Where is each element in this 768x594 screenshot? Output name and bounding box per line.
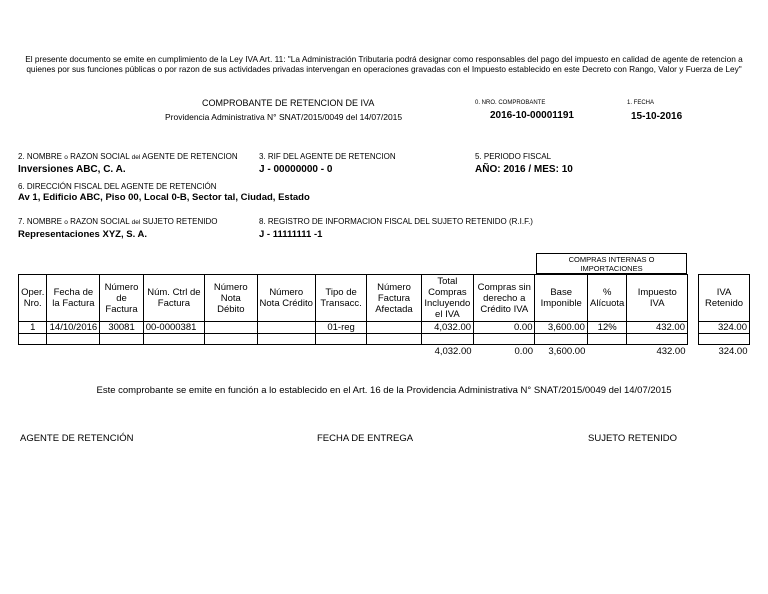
col-base: Base Imponible [535,275,587,322]
col-retenido: IVA Retenido [699,275,750,322]
col-tipo: Tipo de Transacc. [315,275,366,322]
cell-fecha: 14/10/2016 [47,322,100,334]
retention-table [18,274,688,359]
cell-nota-credito [257,322,315,334]
col-nota-credito: Número Nota Crédito [257,275,315,322]
cell-oper: 1 [19,322,47,334]
cell-afectada [367,322,421,334]
col-sin-derecho: Compras sin derecho a Crédito IVA [474,275,535,322]
cell-alicuota: 12% [587,322,627,334]
col-oper: Oper. Nro. [19,275,47,322]
cell-impuesto: 432.00 [627,322,688,334]
fecha-label: 1. FECHA [627,100,655,106]
agente-name-value: Inversiones ABC, C. A. [18,164,126,175]
total-sin-derecho: 0.00 [514,346,533,358]
agente-name-label: 2. NOMBRE o RAZON SOCIAL del AGENTE DE RETENCION [18,152,238,161]
agente-rif-label: 3. RIF DEL AGENTE DE RETENCION [259,152,396,161]
table-row-empty [19,334,688,345]
signature-sujeto: SUJETO RETENIDO [588,433,678,444]
sujeto-name-label: 7. NOMBRE o RAZON SOCIAL del SUJETO RETENIDO [18,217,218,226]
intro-legal-text: El presente documento se emite en cumplimiento de la Ley IVA Art. 11: "La Administración Tributaria podrá designar como responsables del pago del impuesto en calidad de agente de retencion a quienes por sus funciones públicas o por razon de sus actividades privadas intervengan en operaciones gravadas con el Impuesto establecido en este Decreto con Rango, Valor y Fuerza de Ley" [25,54,743,74]
col-numero-factura: Número de Factura [100,275,143,322]
total-impuesto: 432.00 [656,346,686,358]
col-ctrl: Núm. Ctrl de Factura [143,275,204,322]
sujeto-rif-value: J - 11111111 -1 [259,229,323,240]
cell-ctrl: 00-0000381 [143,322,204,334]
signature-fecha-entrega: FECHA DE ENTREGA [317,433,414,444]
sujeto-name-value: Representaciones XYZ, S. A. [18,229,147,240]
total-retenido: 324.00 [718,346,748,358]
cell-total: 4,032.00 [421,322,473,334]
providencia-text: Providencia Administrativa N° SNAT/2015/0049 del 14/07/2015 [165,112,403,122]
fecha-value: 15-10-2016 [631,111,683,122]
col-afectada: Número Factura Afectada [367,275,421,322]
col-impuesto: Impuesto IVA [627,275,688,322]
col-fecha: Fecha de la Factura [47,275,100,322]
col-total: Total Compras Incluyendo el IVA [421,275,473,322]
total-base: 3,600.00 [548,346,586,358]
cell-nota-debito [205,322,257,334]
col-nota-debito: Número Nota Débito [205,275,257,322]
periodo-label: 5. PERIODO FISCAL [475,152,552,161]
sujeto-rif-label: 8. REGISTRO DE INFORMACION FISCAL DEL SUJETO RETENIDO (R.I.F.) [259,217,533,226]
cell-sin-derecho: 0.00 [474,322,535,334]
cell-base: 3,600.00 [535,322,587,334]
document-title: COMPROBANTE DE RETENCION DE IVA [202,98,375,108]
footer-note: Este comprobante se emite en función a lo establecido en el Art. 16 de la Providencia Administrativa N° SNAT/2015/0049 del 14/07/2015 [96,385,672,396]
group-header-compras: COMPRAS INTERNAS O IMPORTACIONES [536,253,687,274]
cell-retenido: 324.00 [699,322,750,334]
iva-retenido-table [698,274,750,359]
col-alicuota: % Alícuota [587,275,627,322]
agente-rif-value: J - 00000000 - 0 [259,164,333,175]
table-row [19,322,688,334]
direccion-value: Av 1, Edificio ABC, Piso 00, Local 0-B, Sector tal, Ciudad, Estado [18,192,310,203]
cell-numero-factura: 30081 [100,322,143,334]
cell-tipo: 01-reg [315,322,366,334]
nro-comprobante-value: 2016-10-00001191 [490,110,574,121]
table-header-row [19,275,688,322]
direccion-label: 6. DIRECCIÓN FISCAL DEL AGENTE DE RETENCIÓN [18,182,217,191]
periodo-value: AÑO: 2016 / MES: 10 [475,164,573,175]
signature-agente: AGENTE DE RETENCIÓN [20,433,134,444]
nro-comprobante-label: 0. NRO. COMPROBANTE [475,100,546,106]
total-compras: 4,032.00 [434,346,472,358]
table-totals-row [19,345,688,359]
